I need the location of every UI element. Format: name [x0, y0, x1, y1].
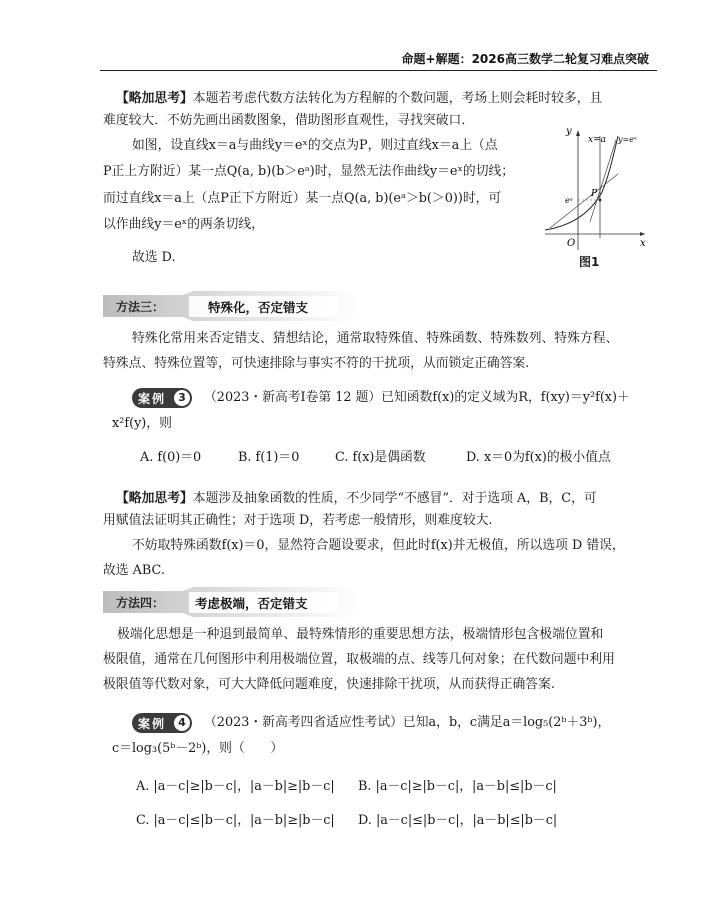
case4-number: 4 — [174, 715, 190, 731]
case3-question-line1: （2023・新高考Ⅰ卷第 12 题）已知函数f(x)的定义域为R，f(xy)＝y²f(x)＋ — [204, 390, 630, 405]
case4-badge — [132, 713, 192, 735]
point-p — [599, 199, 602, 202]
section2-text1: 本题涉及抽象函数的性质，不少同学“不感冒”．对于选项 A，B，C，可 — [192, 491, 597, 506]
case3-option-c: C. f(x)是偶函数 — [335, 450, 426, 465]
case4-option-c: C. |a－c|≤|b－c|，|a－b|≥|b－c| — [136, 813, 335, 828]
section2-text2: 用赋值法证明其正确性；对于选项 D，若考虑一般情形，则难度较大. — [103, 513, 493, 528]
x-axis-arrow-icon — [640, 232, 645, 236]
case4-pill — [132, 713, 192, 733]
page-header: 命题+解题：2026高三数学二轮复习难点突破 — [401, 52, 649, 66]
section2-label: 【略加思考】 — [116, 491, 193, 506]
case3-number: 3 — [174, 390, 190, 406]
label-x-eq-a: x=a — [588, 135, 606, 145]
y-axis-arrow-icon — [576, 130, 580, 136]
label-origin: O — [567, 238, 576, 249]
section1-para2-line2: P正上方附近）某一点Q(a, b)(b＞eᵃ)时，显然无法作曲线y＝eˣ的切线； — [103, 164, 515, 179]
header-rule — [100, 70, 657, 71]
case4-question-line1: （2023・新高考四省适应性考试）已知a，b，c满足a＝log₅(2ᵇ＋3ᵇ)， — [204, 715, 611, 730]
label-curve: y=eˣ — [618, 135, 637, 144]
case3-option-d: D. x＝0为f(x)的极小值点 — [466, 450, 611, 465]
method4-tag: 方法四： — [116, 596, 165, 610]
case4-question-line2: c＝log₃(5ᵇ－2ᵇ)，则（ ） — [112, 741, 284, 756]
case3-question-line2: x²f(y)，则 — [112, 416, 172, 431]
case4-option-b: B. |a－c|≥|b－c|，|a－b|≤|b－c| — [358, 779, 557, 794]
method4-title: 考虑极端，否定错支 — [195, 596, 308, 611]
section1-text2: 难度较大．不妨先画出函数图象，借助图形直观性，寻找突破口． — [103, 113, 475, 128]
section1-label: 【略加思考】 — [116, 91, 193, 106]
tangent-line-1 — [550, 174, 618, 228]
figure-exp-curve — [540, 122, 650, 272]
figure-svg — [540, 122, 650, 252]
figure-caption: 图1 — [579, 255, 600, 269]
label-y: y — [566, 126, 572, 137]
case3-badge-label: 案例 — [138, 392, 167, 406]
method4-banner — [103, 587, 363, 617]
case4-option-d: D. |a－c|≤|b－c|，|a－b|≤|b－c| — [358, 813, 558, 828]
method3-body-line2: 特殊点、特殊位置等，可快速排除与事实不符的干扰项，从而锁定正确答案. — [103, 356, 530, 371]
section1-para2-line4: 以作曲线y＝eˣ的两条切线， — [103, 217, 264, 232]
section2-para2-line1: 不妨取特殊函数f(x)＝0，显然符合题设要求，但此时f(x)并无极值，所以选项 D 错误， — [132, 538, 625, 553]
section1-text1: 本题若考虑代数方法转化为方程解的个数问题，考场上则会耗时较多，且 — [192, 91, 603, 106]
section2-para2-line2: 故选 ABC. — [103, 563, 165, 578]
method3-body-line1: 特殊化常用来否定错支、猜想结论，通常取特殊值、特殊函数、特殊数列、特殊方程、 — [132, 331, 619, 346]
method3-title: 特殊化，否定错支 — [208, 300, 309, 315]
label-p: P — [591, 189, 598, 199]
section1-conclusion: 故选 D. — [132, 250, 176, 265]
method4-body-line3: 极限值等代数对象，可大大降低问题难度，快速排除干扰项，从而获得正确答案. — [103, 677, 555, 692]
label-ea: eᵃ — [565, 196, 573, 205]
tangent-line-2 — [590, 140, 616, 222]
case4-option-a: A. |a－c|≥|b－c|，|a－b|≥|b－c| — [136, 779, 335, 794]
case4-badge-label: 案例 — [138, 717, 167, 731]
method3-tag: 方法三： — [116, 300, 165, 314]
section1-para2-line3: 而过直线x＝a上（点P正下方附近）某一点Q(a, b)(eᵃ＞b(＞0))时，可 — [103, 191, 502, 206]
case3-badge — [132, 388, 192, 410]
label-x: x — [640, 238, 646, 249]
section1-para2-line1: 如图，设直线x＝a与曲线y＝eˣ的交点为P，则过直线x＝a上（点 — [132, 138, 498, 153]
case3-option-b: B. f(1)＝0 — [238, 450, 300, 465]
case3-option-a: A. f(0)＝0 — [140, 450, 202, 465]
case3-pill — [132, 388, 192, 408]
method4-body-line1: 极端化思想是一种退到最简单、最特殊情形的重要思想方法，极端情形包含极端位置和 — [117, 627, 604, 642]
method3-banner — [103, 291, 363, 321]
method4-body-line2: 极限值，通常在几何图形中利用极端位置，取极端的点、线等几何对象；在代数问题中利用 — [103, 652, 615, 667]
